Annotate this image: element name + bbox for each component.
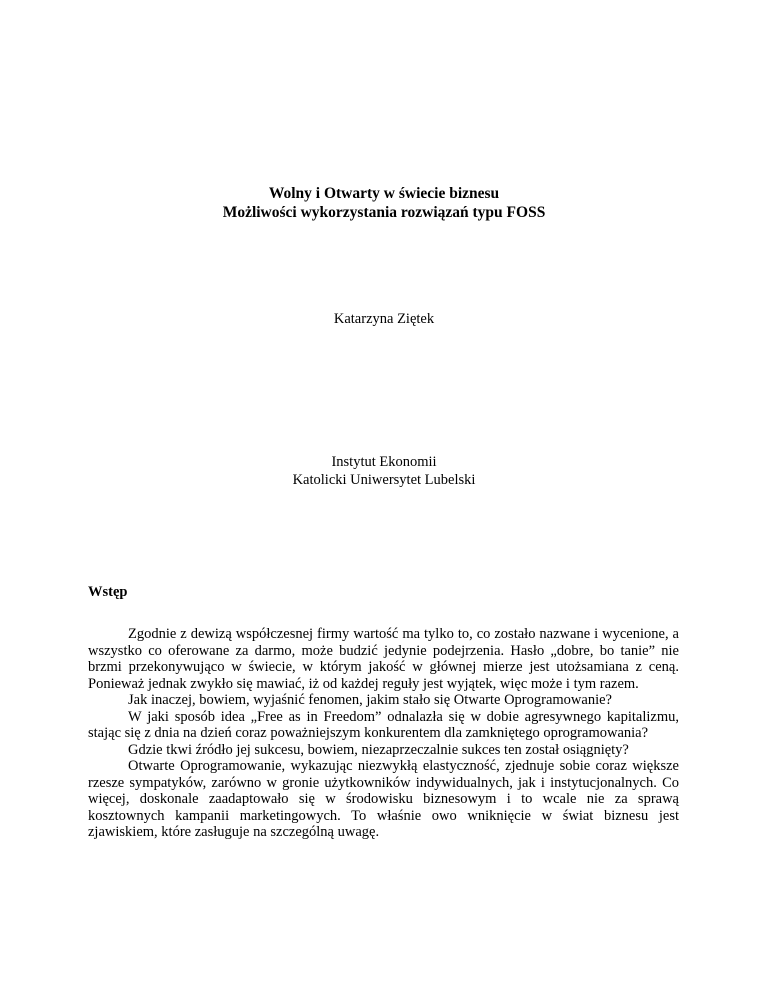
title-line-1: Wolny i Otwarty w świecie biznesu [268,185,500,202]
paragraph: Jak inaczej, bowiem, wyjaśnić fenomen, jakim stało się Otwarte Oprogramowanie? [128,692,612,708]
section-body [88,626,679,841]
author-name: Katarzyna Ziętek [333,311,435,327]
paragraph: Otwarte Oprogramowanie, wykazując niezwykłą elastyczność, zjednuje sobie coraz większe rzesze sympatyków, zarówno w gronie użytkowników indywidualnych, jak i instytucjonalnych. Co więcej, doskonale zaadaptowało się w środowisku biznesowym i to wcale nie za sprawą kosztownych kampanii marketingowych. To właśnie owo wniknięcie w świat biznesu jest zjawiskiem, które zasługuje na szczególną uwagę. [88,758,679,840]
affiliation-university: Katolicki Uniwersytet Lubelski [292,472,476,488]
paragraph: Zgodnie z dewizą współczesnej firmy wartość ma tylko to, co zostało nazwane i wycenione, a wszystko co oferowane za darmo, może budzić jedynie podejrzenia. Hasło „dobre, bo tanie” nie brzmi przekonywująco w świecie, w którym jakość w głównej mierze jest utożsamiana z ceną. Ponieważ jednak zwykło się mawiać, iż od każdej reguły jest wyjątek, więc może i tym razem. [88,626,679,692]
paper-title [0,184,768,222]
affiliation-institute: Instytut Ekonomii [331,454,437,470]
affiliation [0,453,768,489]
title-line-2: Możliwości wykorzystania rozwiązań typu FOSS [222,204,546,221]
paragraph: W jaki sposób idea „Free as in Freedom” odnalazła się w dobie agresywnego kapitalizmu, stając się z dnia na dzień coraz poważniejszym konkurentem dla zamkniętego oprogramowania? [88,708,679,741]
paragraph: Gdzie tkwi źródło jej sukcesu, bowiem, niezaprzeczalnie sukces ten został osiągnięty? [128,741,629,758]
section-heading: Wstęp [88,584,128,600]
